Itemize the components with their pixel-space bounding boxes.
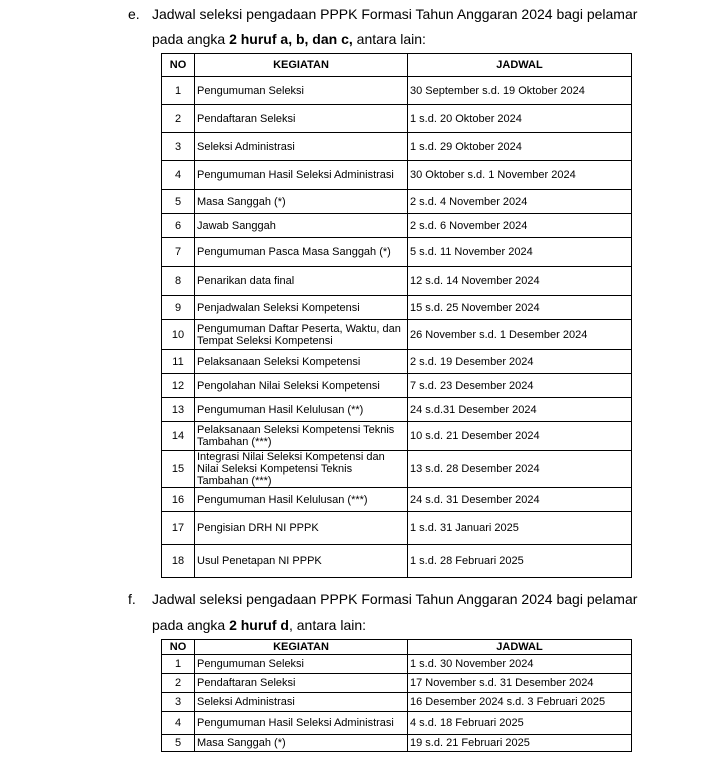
cell-jadwal: 30 September s.d. 19 Oktober 2024 — [408, 77, 632, 105]
cell-no: 5 — [162, 735, 195, 752]
section-e-line2-post: antara lain: — [352, 31, 426, 47]
table-row — [162, 296, 632, 320]
cell-no: 11 — [162, 350, 195, 374]
table-row — [162, 77, 632, 105]
cell-no: 3 — [162, 693, 195, 712]
table-row — [162, 488, 632, 512]
table-row — [162, 735, 632, 752]
table-row — [162, 545, 632, 578]
table-header-row — [162, 640, 632, 655]
cell-no: 10 — [162, 320, 195, 350]
cell-kegiatan: Masa Sanggah (*) — [195, 735, 408, 752]
header-no: NO — [162, 54, 195, 77]
section-e-line1: Jadwal seleksi pengadaan PPPK Formasi Tahun Anggaran 2024 bagi pelamar — [152, 6, 638, 22]
cell-kegiatan: Masa Sanggah (*) — [195, 190, 408, 214]
cell-kegiatan: Penarikan data final — [195, 267, 408, 296]
section-e-line2-bold: 2 huruf a, b, dan c, — [229, 31, 353, 47]
cell-kegiatan: Seleksi Administrasi — [195, 693, 408, 712]
table-row — [162, 422, 632, 451]
cell-kegiatan: Pengumuman Hasil Seleksi Administrasi — [195, 161, 408, 190]
cell-jadwal: 19 s.d. 21 Februari 2025 — [408, 735, 632, 752]
section-f-line2-post: , antara lain: — [288, 617, 367, 633]
cell-kegiatan: Pengumuman Hasil Kelulusan (***) — [195, 488, 408, 512]
cell-kegiatan: Pengolahan Nilai Seleksi Kompetensi — [195, 374, 408, 398]
cell-kegiatan: Pendaftaran Seleksi — [195, 674, 408, 693]
cell-no: 6 — [162, 214, 195, 238]
cell-jadwal: 2 s.d. 19 Desember 2024 — [408, 350, 632, 374]
cell-kegiatan: Pelaksanaan Seleksi Kompetensi Teknis Tambahan (***) — [195, 422, 408, 451]
schedule-table-e — [161, 53, 632, 578]
cell-jadwal: 10 s.d. 21 Desember 2024 — [408, 422, 632, 451]
section-e-letter: e. — [128, 6, 140, 22]
cell-jadwal: 2 s.d. 6 November 2024 — [408, 214, 632, 238]
section-e-intro — [0, 0, 720, 48]
table-row — [162, 133, 632, 161]
cell-jadwal: 17 November s.d. 31 Desember 2024 — [408, 674, 632, 693]
cell-no: 2 — [162, 674, 195, 693]
cell-kegiatan: Pengumuman Seleksi — [195, 77, 408, 105]
table-row — [162, 350, 632, 374]
cell-kegiatan: Pengumuman Hasil Kelulusan (**) — [195, 398, 408, 422]
table-row — [162, 674, 632, 693]
cell-jadwal: 1 s.d. 31 Januari 2025 — [408, 512, 632, 545]
table-row — [162, 320, 632, 350]
cell-no: 9 — [162, 296, 195, 320]
cell-no: 3 — [162, 133, 195, 161]
header-kegiatan: KEGIATAN — [195, 54, 408, 77]
cell-jadwal: 26 November s.d. 1 Desember 2024 — [408, 320, 632, 350]
table-row — [162, 693, 632, 712]
cell-no: 15 — [162, 451, 195, 488]
cell-no: 4 — [162, 712, 195, 735]
cell-kegiatan: Penjadwalan Seleksi Kompetensi — [195, 296, 408, 320]
cell-no: 4 — [162, 161, 195, 190]
cell-jadwal: 12 s.d. 14 November 2024 — [408, 267, 632, 296]
section-f-letter: f. — [128, 591, 136, 607]
cell-no: 17 — [162, 512, 195, 545]
header-jadwal: JADWAL — [408, 640, 632, 655]
table-row — [162, 238, 632, 267]
header-jadwal: JADWAL — [408, 54, 632, 77]
table-row — [162, 451, 632, 488]
header-kegiatan: KEGIATAN — [195, 640, 408, 655]
cell-no: 1 — [162, 77, 195, 105]
cell-no: 12 — [162, 374, 195, 398]
table-row — [162, 398, 632, 422]
cell-kegiatan: Pengumuman Seleksi — [195, 655, 408, 674]
cell-no: 8 — [162, 267, 195, 296]
cell-jadwal: 15 s.d. 25 November 2024 — [408, 296, 632, 320]
cell-kegiatan: Pengumuman Pasca Masa Sanggah (*) — [195, 238, 408, 267]
table-row — [162, 214, 632, 238]
cell-kegiatan: Pengumuman Hasil Seleksi Administrasi — [195, 712, 408, 735]
cell-no: 7 — [162, 238, 195, 267]
table-row — [162, 267, 632, 296]
cell-kegiatan: Usul Penetapan NI PPPK — [195, 545, 408, 578]
cell-jadwal: 5 s.d. 11 November 2024 — [408, 238, 632, 267]
cell-jadwal: 24 s.d. 31 Desember 2024 — [408, 488, 632, 512]
cell-jadwal: 1 s.d. 28 Februari 2025 — [408, 545, 632, 578]
cell-no: 13 — [162, 398, 195, 422]
cell-jadwal: 16 Desember 2024 s.d. 3 Februari 2025 — [408, 693, 632, 712]
cell-jadwal: 1 s.d. 29 Oktober 2024 — [408, 133, 632, 161]
cell-jadwal: 30 Oktober s.d. 1 November 2024 — [408, 161, 632, 190]
cell-no: 5 — [162, 190, 195, 214]
cell-kegiatan: Pendaftaran Seleksi — [195, 105, 408, 133]
section-f-line2-bold: 2 huruf d — [229, 617, 289, 633]
cell-kegiatan: Jawab Sanggah — [195, 214, 408, 238]
cell-kegiatan: Pengisian DRH NI PPPK — [195, 512, 408, 545]
table-row — [162, 374, 632, 398]
header-no: NO — [162, 640, 195, 655]
table-header-row — [162, 54, 632, 77]
cell-kegiatan: Seleksi Administrasi — [195, 133, 408, 161]
cell-no: 16 — [162, 488, 195, 512]
table-row — [162, 655, 632, 674]
cell-kegiatan: Integrasi Nilai Seleksi Kompetensi dan Nilai Seleksi Kompetensi Teknis Tambahan (***) — [195, 451, 408, 488]
table-row — [162, 105, 632, 133]
cell-jadwal: 2 s.d. 4 November 2024 — [408, 190, 632, 214]
cell-jadwal: 1 s.d. 20 Oktober 2024 — [408, 105, 632, 133]
table-row — [162, 190, 632, 214]
section-f-intro — [0, 586, 720, 634]
cell-no: 1 — [162, 655, 195, 674]
cell-no: 14 — [162, 422, 195, 451]
cell-jadwal: 7 s.d. 23 Desember 2024 — [408, 374, 632, 398]
section-f-line2-pre: pada angka — [152, 617, 230, 633]
cell-kegiatan: Pelaksanaan Seleksi Kompetensi — [195, 350, 408, 374]
table-row — [162, 512, 632, 545]
section-f-line2 — [152, 616, 366, 634]
section-e-line2-pre: pada angka — [152, 31, 230, 47]
schedule-table-f — [161, 639, 632, 752]
cell-jadwal: 1 s.d. 30 November 2024 — [408, 655, 632, 674]
section-f-line1: Jadwal seleksi pengadaan PPPK Formasi Tahun Anggaran 2024 bagi pelamar — [152, 591, 638, 607]
table-row — [162, 161, 632, 190]
cell-jadwal: 13 s.d. 28 Desember 2024 — [408, 451, 632, 488]
cell-kegiatan: Pengumuman Daftar Peserta, Waktu, dan Tempat Seleksi Kompetensi — [195, 320, 408, 350]
section-e-line2 — [152, 30, 426, 48]
table-row — [162, 712, 632, 735]
cell-no: 18 — [162, 545, 195, 578]
cell-jadwal: 4 s.d. 18 Februari 2025 — [408, 712, 632, 735]
cell-no: 2 — [162, 105, 195, 133]
cell-jadwal: 24 s.d.31 Desember 2024 — [408, 398, 632, 422]
